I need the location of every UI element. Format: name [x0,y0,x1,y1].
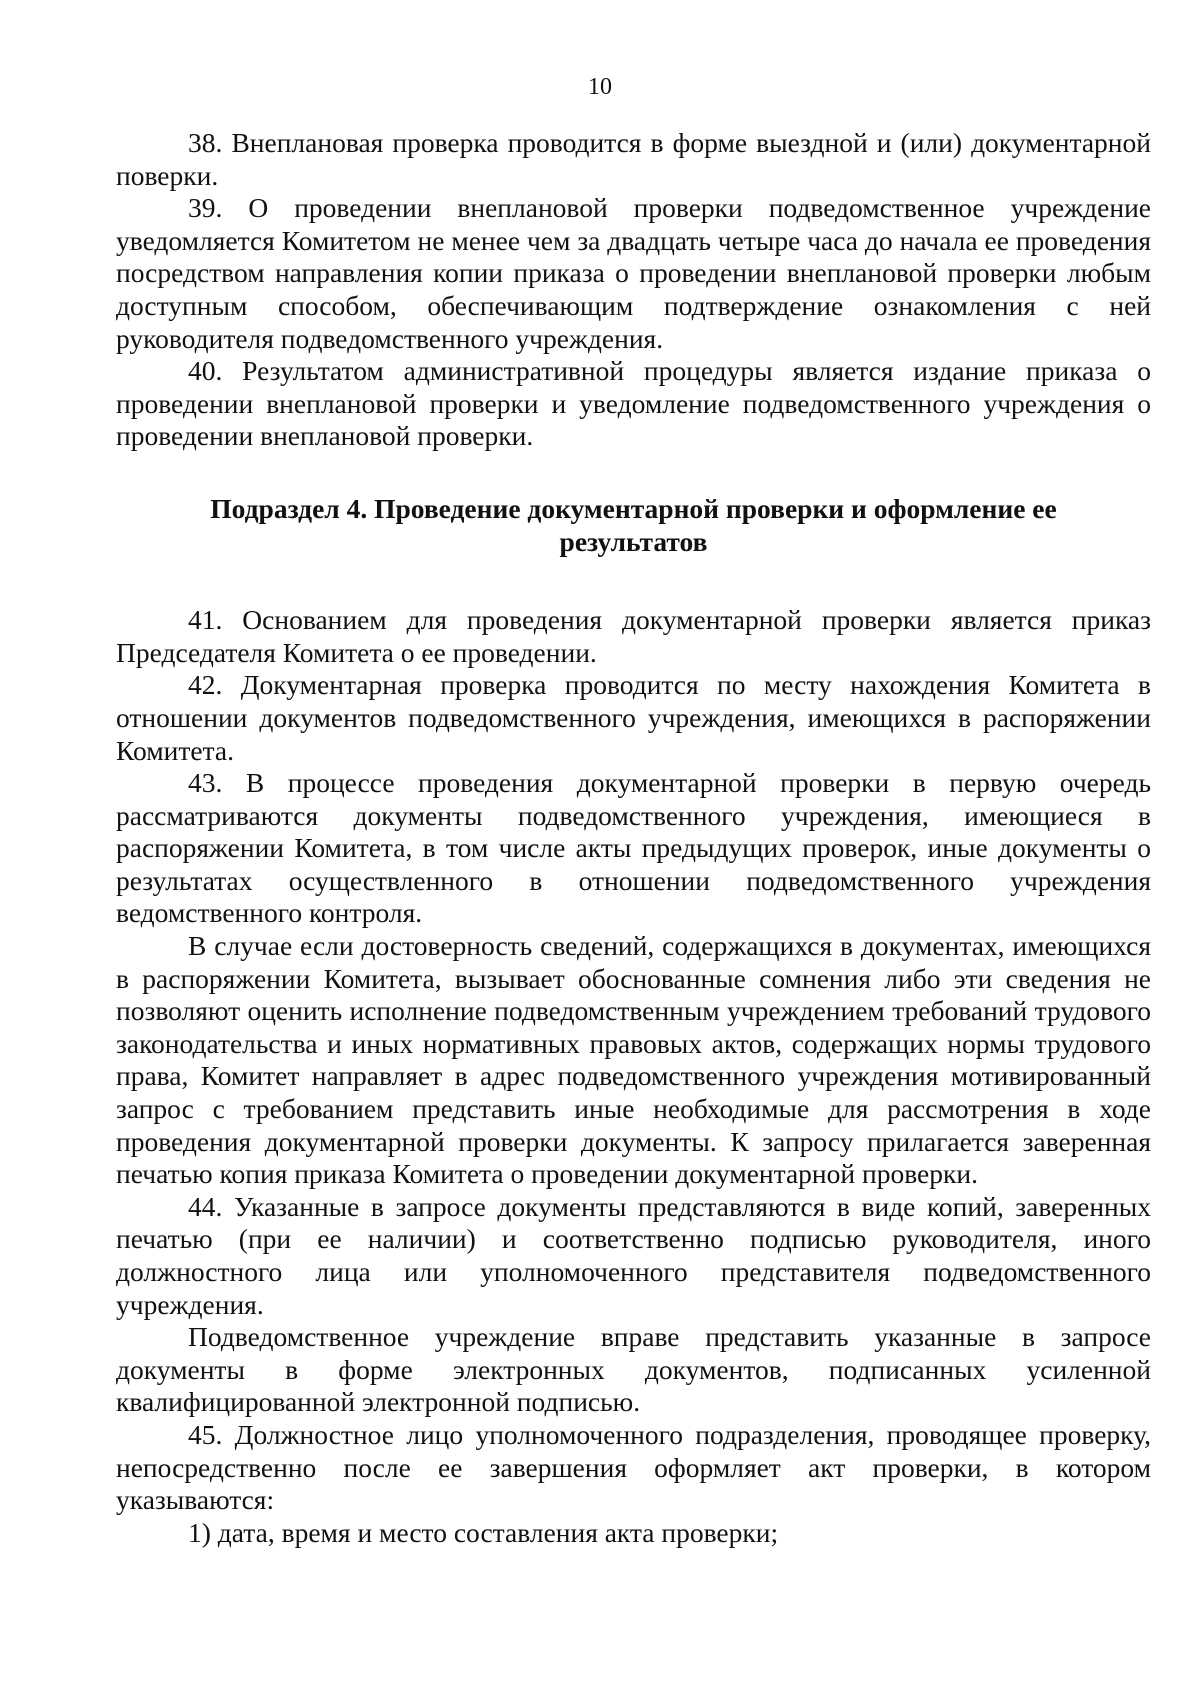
list-item-1: 1) дата, время и место составления акта проверки; [188,1516,779,1548]
document-body [116,127,1151,1549]
subsection-heading: Подраздел 4. Проведение документарной проверки и оформление ее результатов [210,492,1057,557]
paragraph-38: 38. Внеплановая проверка проводится в форме выездной и (или) документарной поверки. [116,127,1151,191]
paragraph-44: 44. Указанные в запросе документы представляются в виде копий, заверенных печатью (при ее наличии) и соответственно подписью руководителя, иного должностного лица или уполномоченного представителя подведомственного учреждения. [116,1190,1151,1320]
paragraph-43: 43. В процессе проведения документарной проверки в первую очередь рассматриваются документы подведомственного учреждения, имеющиеся в распоряжении Комитета, в том числе акты предыдущих проверок, иные документы о результатах осуществленного в отношении подведомственного учреждения ведомственного контроля. [116,767,1151,929]
paragraph-44-continued: Подведомственное учреждение вправе представить указанные в запросе документы в форме электронных документов, подписанных усиленной квалифицированной электронной подписью. [116,1321,1151,1418]
paragraph-40: 40. Результатом административной процедуры является издание приказа о проведении внеплановой проверки и уведомление подведомственного учреждения о проведении внеплановой проверки. [116,355,1151,452]
paragraph-45: 45. Должностное лицо уполномоченного подразделения, проводящее проверку, непосредственно после ее завершения оформляет акт проверки, в котором указываются: [116,1418,1151,1516]
page-number: 10 [588,74,612,100]
paragraph-43-continued: В случае если достоверность сведений, содержащихся в документах, имеющихся в распоряжении Комитета, вызывает обоснованные сомнения либо эти сведения не позволяют оценить исполнение подведомственным учреждением требований трудового законодательства и иных нормативных правовых актов, содержащих нормы трудового права, Комитет направляет в адрес подведомственного учреждения мотивированный запрос с требованием представить иные необходимые для рассмотрения в ходе проведения документарной проверки документы. К запросу прилагается заверенная печатью копия приказа Комитета о проведении документарной проверки. [116,930,1151,1190]
paragraph-42: 42. Документарная проверка проводится по месту нахождения Комитета в отношении документов подведомственного учреждения, имеющихся в распоряжении Комитета. [116,669,1151,766]
paragraph-39: 39. О проведении внеплановой проверки подведомственное учреждение уведомляется Комитетом не менее чем за двадцать четыре часа до начала ее проведения посредством направления копии приказа о проведении внеплановой проверки любым доступным способом, обеспечивающим подтверждение ознакомления с ней руководителя подведомственного учреждения. [116,192,1151,354]
paragraph-41: 41. Основанием для проведения документарной проверки является приказ Председателя Комитета о ее проведении. [116,604,1151,668]
